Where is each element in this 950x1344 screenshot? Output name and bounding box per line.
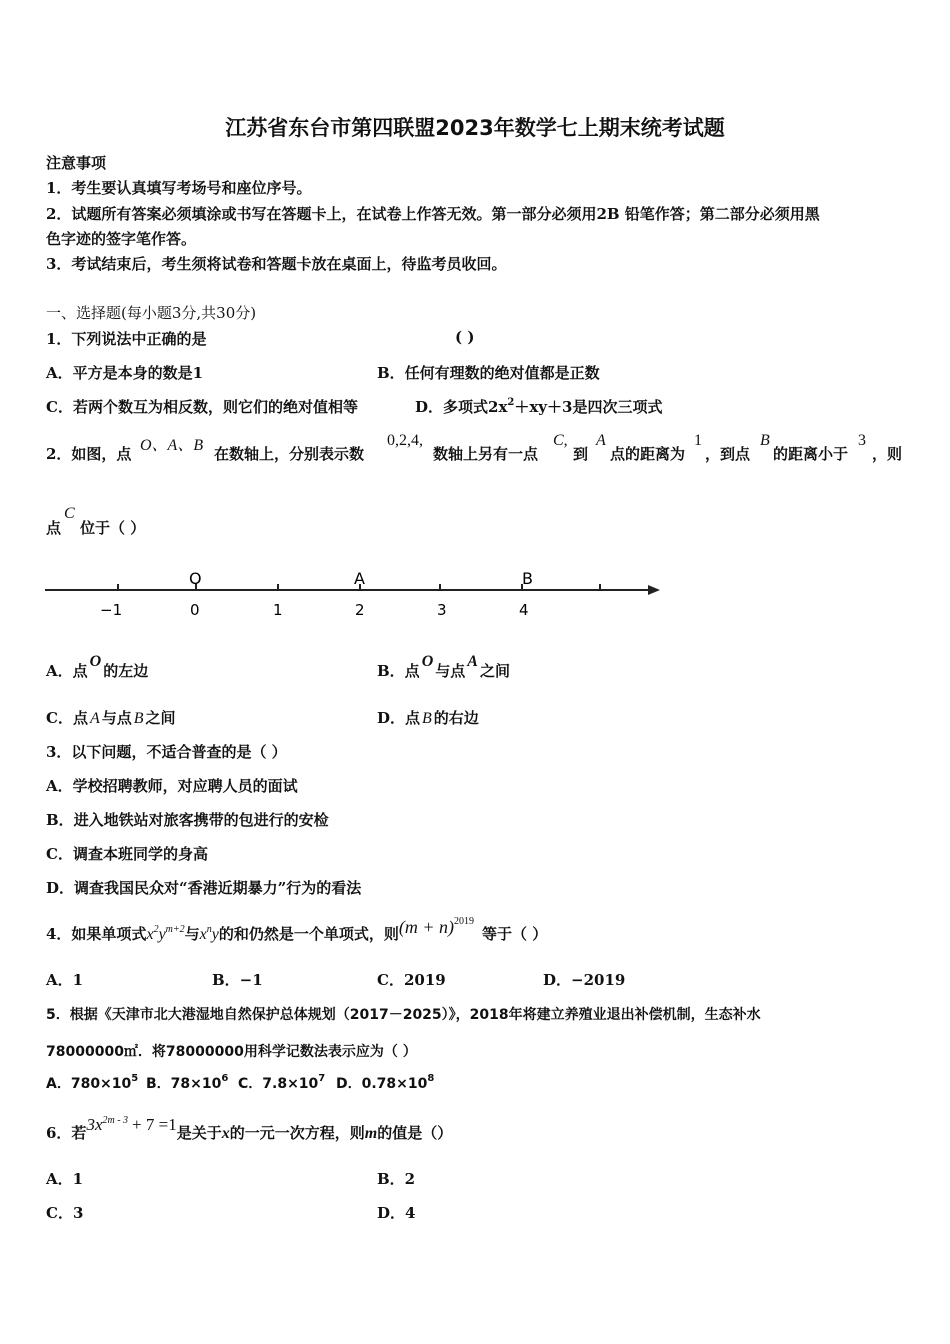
number-line-point-label: B	[522, 569, 533, 588]
q5-option-c-sup: 7	[318, 1073, 326, 1084]
q4-text: 的和仍然是一个单项式，则	[218, 925, 399, 943]
q1-option-d	[415, 396, 662, 417]
q2-text: ，到点	[705, 445, 751, 463]
q2-point-b: B	[760, 432, 770, 449]
q6-var: x	[221, 1125, 230, 1142]
q4-exp: n	[206, 924, 212, 935]
notice-item: 色字迹的签字笔作答。	[46, 230, 197, 248]
q5-option-b-pre: B．78×10	[146, 1076, 222, 1092]
q2-option-b-mid: 与点	[435, 662, 466, 680]
q2-text: ，则	[872, 445, 903, 463]
q2-distance: 1	[694, 432, 702, 449]
q2-option-a	[46, 653, 149, 681]
q5-option-b	[146, 1073, 228, 1093]
q5-option-a-pre: A．780×10	[46, 1076, 132, 1092]
q1-option-b: B．任何有理数的绝对值都是正数	[377, 364, 600, 382]
notice-item: 1．考生要认真填写考场号和座位序号。	[46, 179, 312, 197]
q2-option-b-post: 之间	[479, 662, 510, 680]
q6-stem	[46, 1115, 453, 1143]
q5-option-d-sup: 8	[427, 1073, 435, 1084]
number-line-tick-label: −1	[100, 601, 123, 619]
q2-point-c: C,	[553, 432, 568, 449]
number-line-tick-label: 4	[519, 601, 529, 619]
q6-text: 是关于	[176, 1124, 222, 1142]
q2-option-c-post: 之间	[145, 709, 176, 727]
q5-option-d-pre: D．0.78×10	[336, 1076, 428, 1092]
q4-var: x	[199, 926, 207, 943]
q6-text: 的一元一次方程，则	[229, 1124, 365, 1142]
q2-text: 的距离小于	[773, 445, 849, 463]
q2-distance: 3	[858, 432, 866, 449]
q2-point-a: A	[596, 432, 606, 449]
q5-option-a-sup: 5	[131, 1073, 139, 1084]
q6-text: 6．若	[46, 1124, 87, 1142]
q2-text: 点的距离为	[610, 445, 686, 463]
q5-stem: 78000000㎡．将78000000用科学记数法表示应为（ ）	[46, 1044, 417, 1060]
q2-text: 数轴上另有一点	[433, 445, 539, 463]
q2-text: 在数轴上，分别表示数	[214, 445, 365, 463]
q4-exp: 2	[153, 924, 159, 935]
number-line-figure	[40, 562, 670, 626]
notice-item: 3．考试结束后，考生须将试卷和答题卡放在桌面上，待监考员收回。	[46, 255, 507, 273]
q2-option-d-pre: D．点	[377, 709, 421, 727]
q2-text: 到	[573, 445, 589, 463]
q1-option-d-pre: D．多项式2x	[415, 398, 508, 416]
q2-option-a-var: O	[89, 653, 102, 670]
q4-var: y	[158, 926, 166, 943]
q2-point-c: C	[64, 505, 75, 522]
q4-option-d: D．−2019	[543, 971, 626, 989]
q2-option-a-pre: A．点	[46, 662, 88, 680]
q5-option-c-pre: C．7.8×10	[238, 1076, 319, 1092]
q4-text: 与	[184, 925, 200, 943]
q6-option-d: D．4	[377, 1204, 416, 1222]
q5-option-c	[238, 1073, 325, 1093]
q3-stem: 3．以下问题，不适合普查的是（ ）	[46, 743, 287, 761]
page-title: 江苏省东台市第四联盟2023年数学七上期末统考试题	[225, 116, 725, 140]
q2-option-d-post: 的右边	[433, 709, 479, 727]
q2-option-c-var: B	[133, 710, 144, 727]
q2-values: 0,2,4,	[387, 432, 423, 449]
q2-option-b	[377, 653, 510, 681]
q6-option-a: A．1	[46, 1170, 84, 1188]
q1-option-d-post: ＋xy＋3是四次三项式	[514, 398, 663, 416]
q2-option-c-var: A	[89, 710, 100, 727]
q1-option-c: C．若两个数互为相反数，则它们的绝对值相等	[46, 398, 358, 416]
q4-option-a: A．1	[46, 971, 84, 989]
q5-option-d	[336, 1073, 434, 1093]
number-line-point-label: A	[354, 569, 365, 588]
q2-text: 位于（ ）	[80, 519, 146, 537]
section-heading: 一、选择题(每小题3分,共30分)	[46, 304, 257, 322]
number-line-tick-label: 0	[190, 601, 200, 619]
q6-text: 的值是（）	[377, 1124, 453, 1142]
q1-stem: 1．下列说法中正确的是	[46, 330, 207, 348]
number-line-point-label: O	[189, 569, 202, 588]
q1-option-d-sup: 2	[507, 397, 515, 408]
q4-exp: 2019	[454, 916, 475, 927]
q6-option-b: B．2	[377, 1170, 416, 1188]
q4-text: 等于（ ）	[482, 925, 548, 943]
q1-answer-paren: ( )	[455, 328, 475, 346]
q3-option-a: A．学校招聘教师，对应聘人员的面试	[46, 777, 298, 795]
q5-option-a	[46, 1073, 138, 1093]
q4-stem	[46, 916, 548, 944]
q4-exp: m+2	[165, 924, 185, 935]
q2-option-b-pre: B．点	[377, 662, 420, 680]
q6-exp: 2m - 3	[102, 1115, 129, 1126]
q6-equation: + 7 =1	[132, 1115, 177, 1134]
q2-option-c	[46, 707, 176, 728]
q2-option-c-mid: 与点	[101, 709, 132, 727]
q4-expression: (m + n)	[398, 917, 455, 937]
q2-text: 2．如图，点	[46, 445, 132, 463]
q3-option-c: C．调查本班同学的身高	[46, 845, 208, 863]
q2-option-b-var: O	[421, 653, 434, 670]
q2-option-c-pre: C．点	[46, 709, 88, 727]
q2-option-d	[377, 707, 479, 728]
number-line-arrow	[648, 585, 660, 595]
q2-option-d-var: B	[422, 710, 432, 727]
q5-stem: 5．根据《天津市北大港湿地自然保护总体规划（2017－2025）》，2018年将建立养殖业退出补偿机制，生态补水	[46, 1007, 761, 1023]
q2-points: O、A、B	[140, 437, 204, 454]
number-line-tick-label: 2	[355, 601, 365, 619]
q4-option-b: B．−1	[212, 971, 263, 989]
q1-option-a: A．平方是本身的数是1	[46, 364, 204, 382]
q4-var: y	[211, 926, 219, 943]
q6-var: m	[364, 1125, 378, 1142]
q2-option-b-var: A	[467, 653, 478, 670]
number-line-tick-label: 1	[273, 601, 283, 619]
q4-text: 4．如果单项式	[46, 925, 147, 943]
q2-option-a-post: 的左边	[103, 662, 149, 680]
q4-option-c: C．2019	[377, 971, 446, 989]
q3-option-b: B．进入地铁站对旅客携带的包进行的安检	[46, 811, 329, 829]
q3-option-d: D．调查我国民众对“香港近期暴力”行为的看法	[46, 879, 362, 897]
q2-text: 点	[46, 519, 62, 537]
notice-heading: 注意事项	[46, 154, 107, 172]
q5-option-b-sup: 6	[221, 1073, 229, 1084]
q6-option-c: C．3	[46, 1204, 84, 1222]
notice-item: 2．试题所有答案必须填涂或书写在答题卡上，在试卷上作答无效。第一部分必须用2B 铅笔作答；第二部分必须用黑	[46, 205, 820, 223]
q6-equation: 3x	[86, 1115, 103, 1134]
q4-var: x	[146, 926, 154, 943]
number-line-tick-label: 3	[437, 601, 447, 619]
